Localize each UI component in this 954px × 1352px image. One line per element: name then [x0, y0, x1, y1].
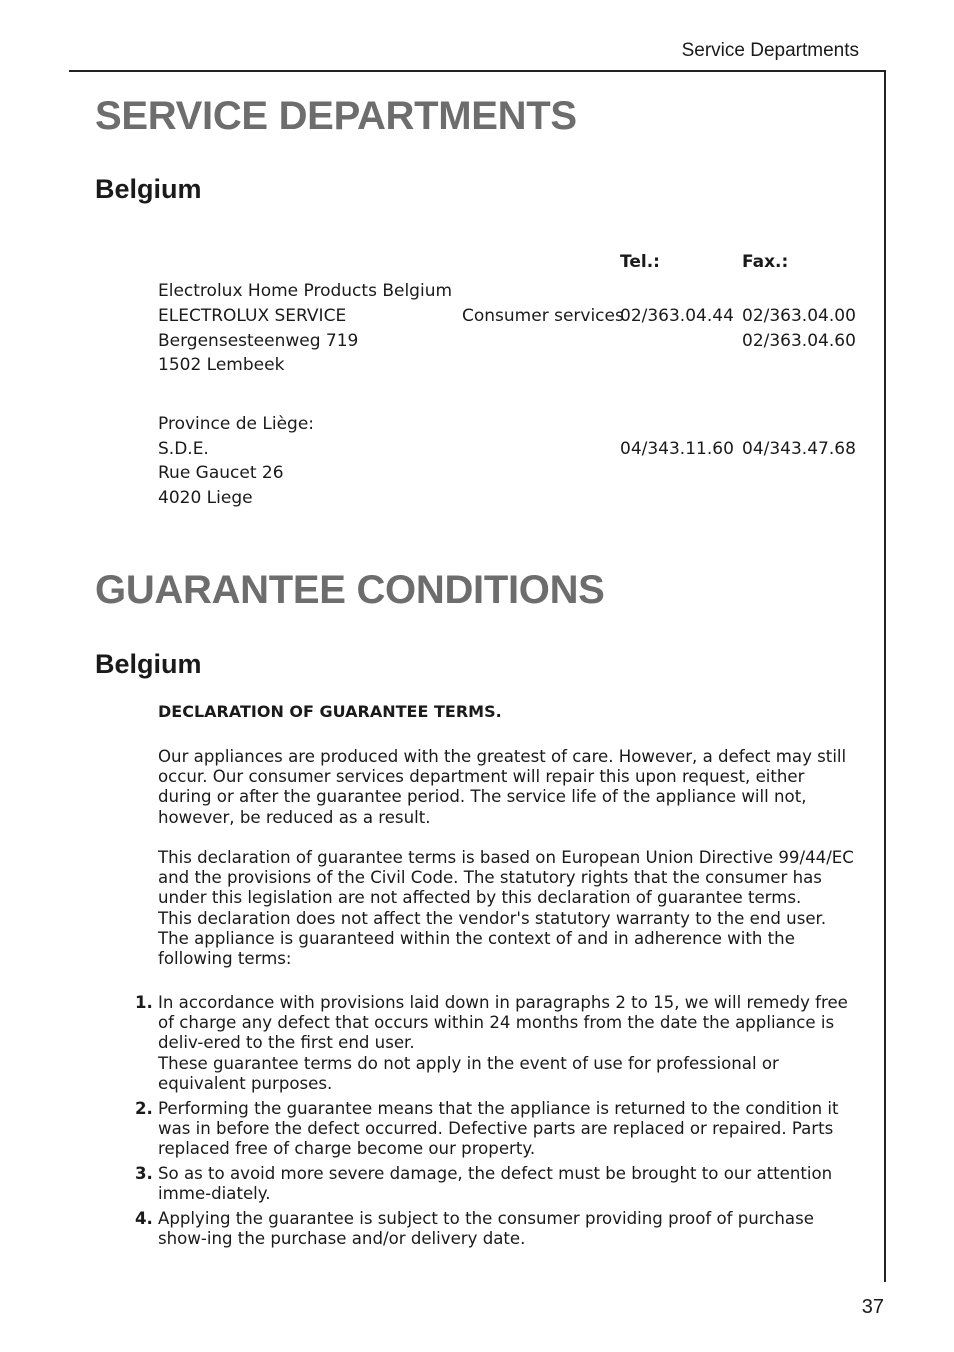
list-item-text: In accordance with provisions laid down in paragraphs 2 to 15, we will remedy free of charge any defect that occurs within 24 months from the date the appliance is deliv-ered to the first end user.: [158, 993, 848, 1053]
fax-column-header: Fax.:: [742, 252, 789, 272]
entry1-department: Consumer services: [462, 306, 624, 326]
list-item-number: 4.: [135, 1208, 153, 1228]
list-item: [132, 1209, 862, 1249]
declaration-heading: DECLARATION OF GUARANTEE TERMS.: [158, 702, 502, 721]
list-item-number: 1.: [135, 993, 153, 1012]
guarantee-conditions-title: GUARANTEE CONDITIONS: [95, 568, 605, 612]
entry2-line4: 4020 Liege: [158, 488, 253, 508]
list-item-number: 2.: [135, 1098, 153, 1118]
side-rule: [884, 70, 886, 1282]
entry2-line3: Rue Gaucet 26: [158, 463, 284, 483]
entry1-line2: ELECTROLUX SERVICE: [158, 306, 347, 326]
header-rule: [69, 70, 886, 72]
guarantee-paragraph-2a: This declaration of guarantee terms is based on European Union Directive 99/44/EC and the provisions of the Civil Code. The statutory rights that the consumer has under this legislation are not affected by this declaration of guarantee terms.: [158, 848, 854, 908]
list-item-text-continued: These guarantee terms do not apply in the event of use for professional or equivalent purposes.: [158, 1053, 779, 1093]
running-header: Service Departments: [681, 40, 859, 61]
service-departments-title: SERVICE DEPARTMENTS: [95, 94, 577, 138]
list-item-text: Performing the guarantee means that the appliance is returned to the condition it was in before the defect occurred. Defective parts are replaced or repaired. Parts replaced free of charge become our property.: [158, 1098, 839, 1158]
entry1-line3: Bergensesteenweg 719: [158, 331, 359, 351]
list-item: [132, 1164, 862, 1204]
list-item: [132, 993, 862, 1094]
list-item-number: 3.: [135, 1163, 153, 1183]
guarantee-country-heading: Belgium: [95, 649, 202, 679]
entry2-line1: Province de Liège:: [158, 414, 315, 434]
entry1-line4: 1502 Lembeek: [158, 355, 285, 375]
entry1-fax-1: 02/363.04.00: [742, 306, 856, 326]
list-item-text: So as to avoid more severe damage, the defect must be brought to our attention imme-diately.: [158, 1163, 833, 1203]
guarantee-terms-list: [132, 993, 862, 1253]
service-country-heading: Belgium: [95, 174, 202, 204]
tel-column-header: Tel.:: [620, 252, 660, 272]
entry1-tel: 02/363.04.44: [620, 306, 734, 326]
guarantee-paragraph-1: Our appliances are produced with the greatest of care. However, a defect may still occur. Our consumer services department will repair this upon request, either during or after the guarantee period. The service life of the appliance will not, however, be reduced as a result.: [158, 747, 847, 827]
entry2-tel: 04/343.11.60: [620, 439, 734, 459]
guarantee-paragraph-2b: This declaration does not affect the vendor's statutory warranty to the end user. The appliance is guaranteed within the context of and in adherence with the following terms:: [158, 909, 827, 969]
entry2-line2: S.D.E.: [158, 439, 209, 459]
entry1-line1: Electrolux Home Products Belgium: [158, 281, 453, 301]
entry1-fax-2: 02/363.04.60: [742, 331, 856, 351]
entry2-fax: 04/343.47.68: [742, 439, 856, 459]
list-item: [132, 1099, 862, 1160]
list-item-text: Applying the guarantee is subject to the consumer providing proof of purchase show-ing the purchase and/or delivery date.: [158, 1208, 814, 1248]
page-number: 37: [861, 1296, 884, 1318]
